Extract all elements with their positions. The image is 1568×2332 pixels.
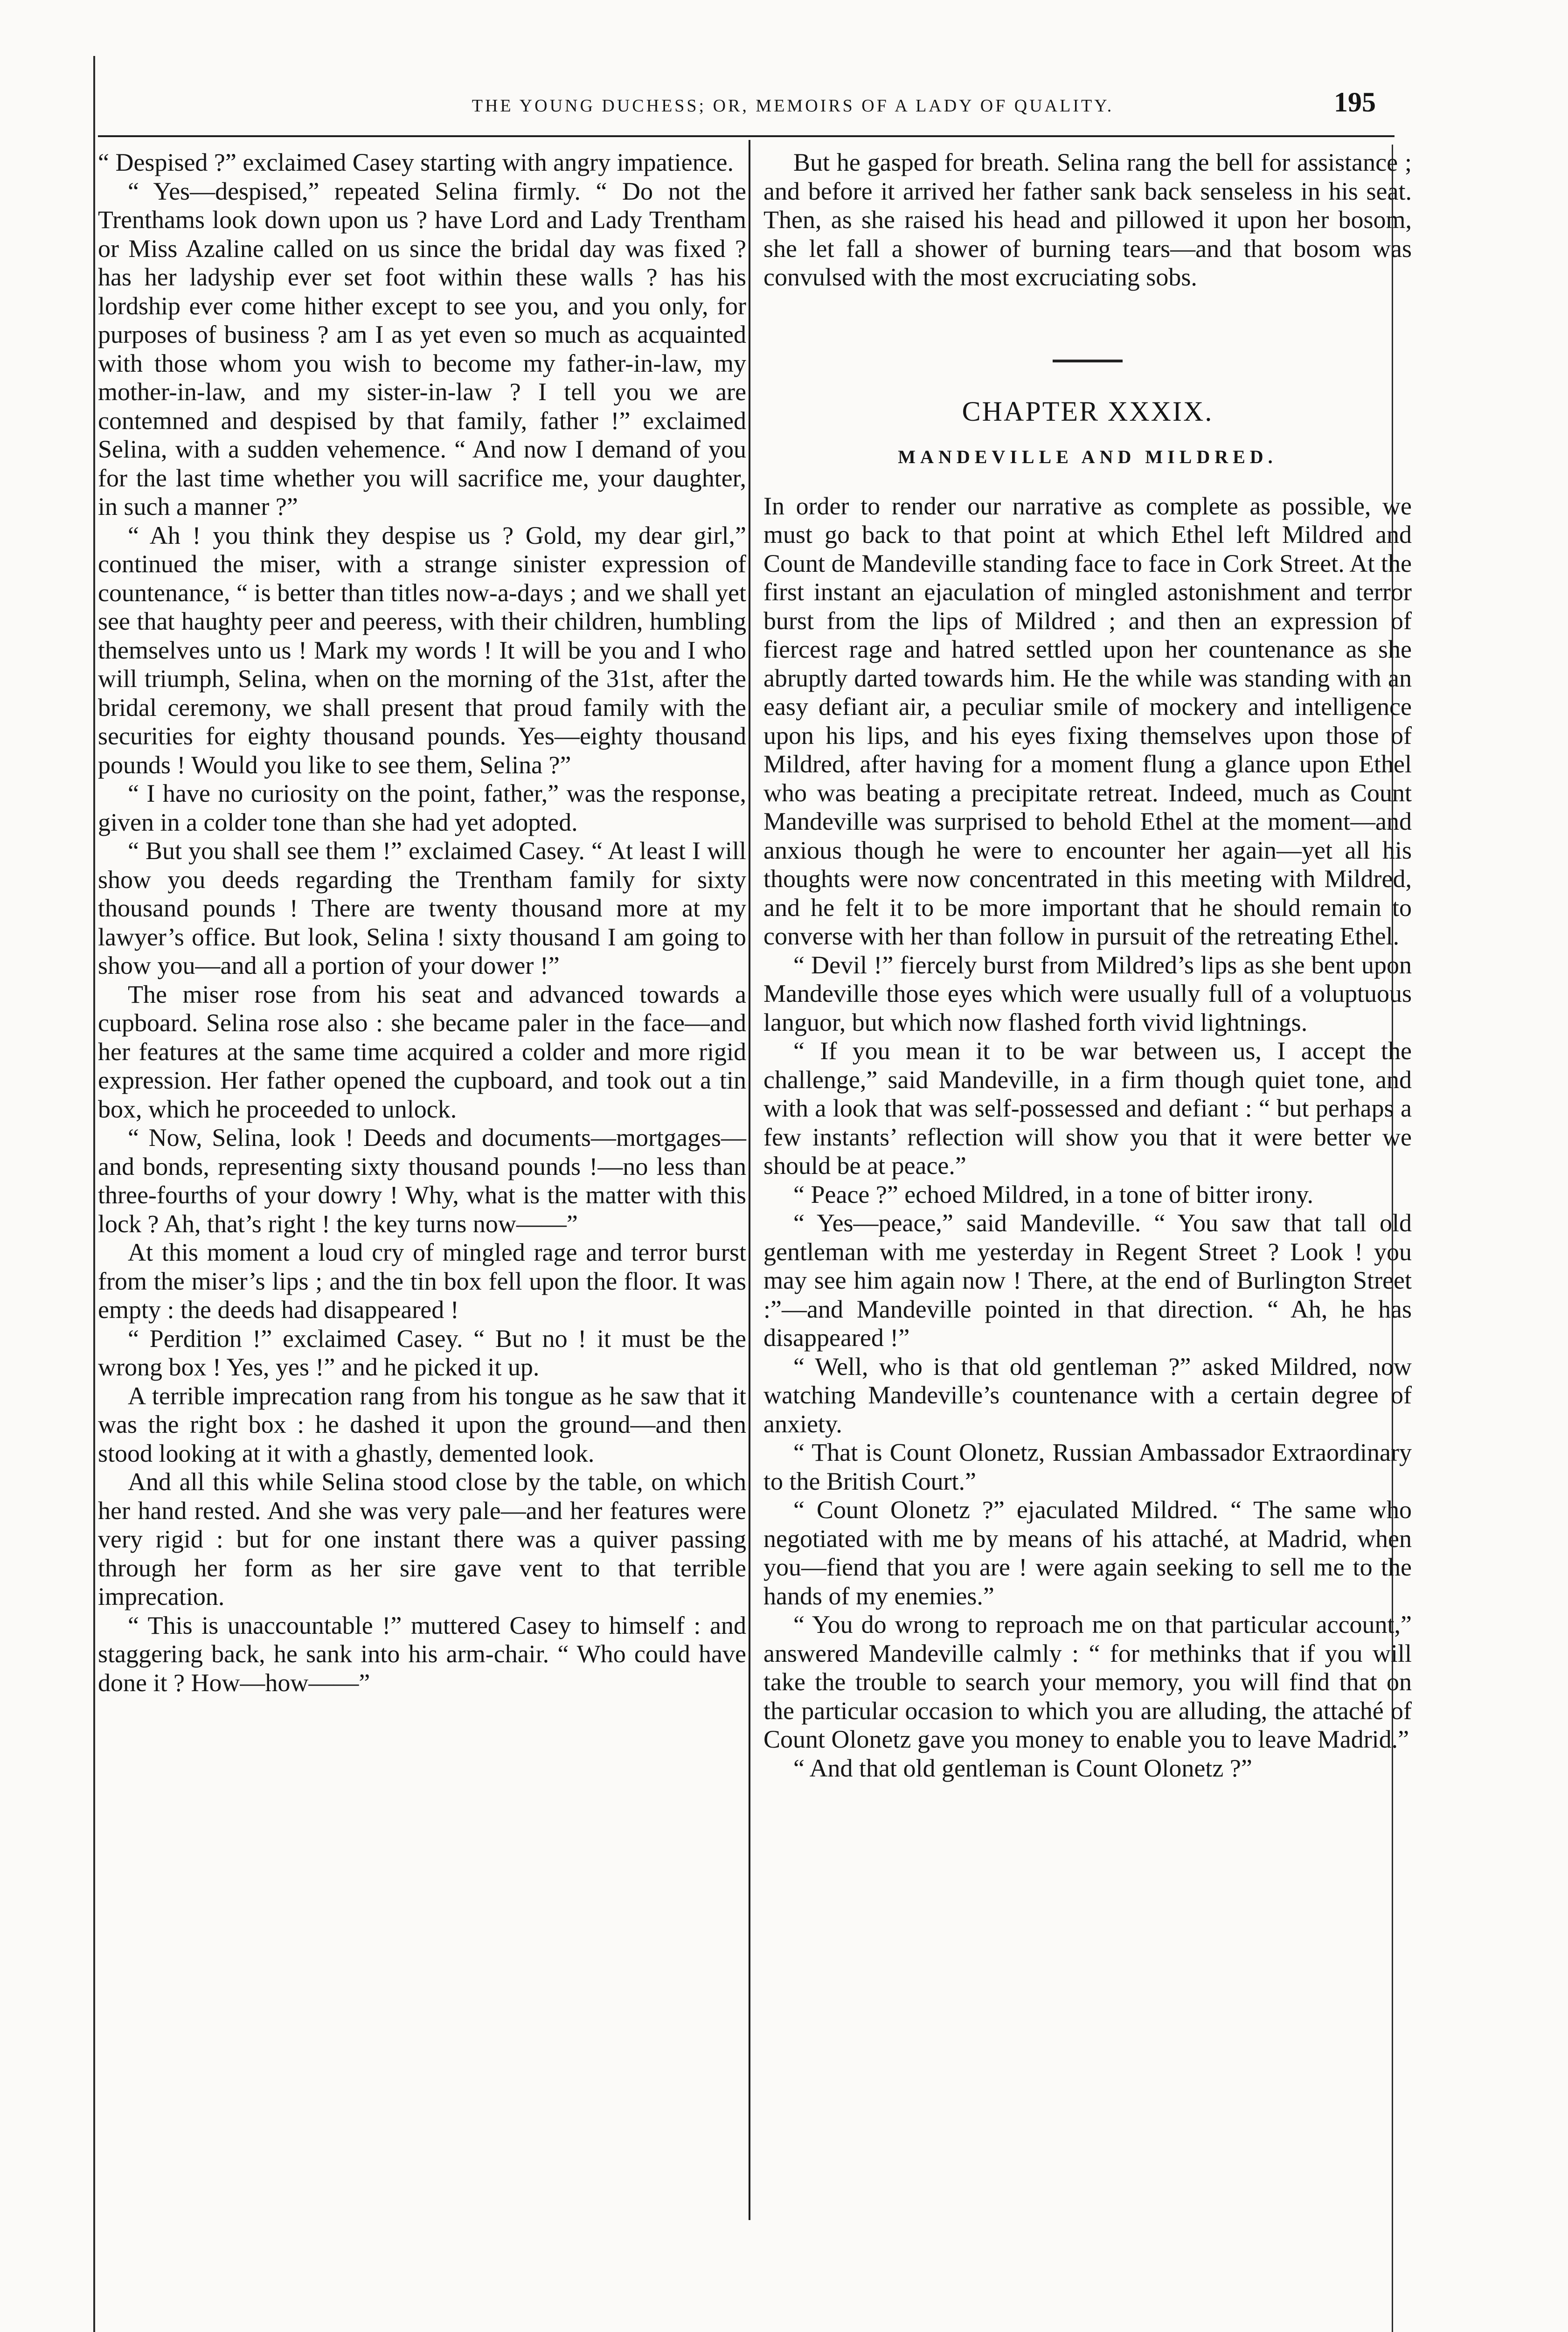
paragraph: “ But you shall see them !” exclaimed Casey. “ At least I will show you deeds regarding the Trentham family for sixty thousand pounds ! There are twenty thousand more at my lawyer’s office. But look, Selina ! sixty thousand I am going to show you—and all a portion of your dower !” (98, 837, 746, 979)
paragraph: “ Devil !” fiercely burst from Mildred’s lips as she bent upon Mandeville those eyes which were usually full of a voluptuous languor, but which now flashed forth vivid lightnings. (763, 951, 1412, 1036)
page-number: 195 (1334, 87, 1376, 118)
left-border-rule (93, 56, 95, 2332)
paragraph: “ If you mean it to be war between us, I accept the challenge,” said Mandeville, in a firm though quiet tone, and with a look that was self-possessed and defiant : “ but perhaps a few instants’ reflection will show you that it were better we should be at peace.” (763, 1037, 1412, 1180)
header-rule (98, 135, 1395, 137)
left-column (98, 148, 746, 1697)
paragraph: “ Well, who is that old gentleman ?” asked Mildred, now watching Mandeville’s countenance with a certain degree of anxiety. (763, 1352, 1412, 1438)
paragraph: “ That is Count Olonetz, Russian Ambassador Extraordinary to the British Court.” (763, 1438, 1412, 1495)
paragraph: “ Ah ! you think they despise us ? Gold, my dear girl,” continued the miser, with a strange sinister expression of countenance, “ is better than titles now-a-days ; and we shall yet see that haughty peer and peeress, with their children, humbling themselves unto us ! Mark my words ! It will be you and I who will triumph, Selina, when on the morning of the 31st, after the bridal ceremony, we shall present that proud family with the securities for eighty thousand pounds. Yes—eighty thousand pounds ! Would you like to see them, Selina ?” (98, 521, 746, 779)
running-title: THE YOUNG DUCHESS; OR, MEMOIRS OF A LADY OF QUALITY. (472, 96, 1114, 116)
paragraph: “ This is unaccountable !” muttered Casey to himself : and staggering back, he sank into his arm-chair. “ Who could have done it ? How—how——” (98, 1611, 746, 1697)
paragraph: “ Yes—peace,” said Mandeville. “ You saw that tall old gentleman with me yesterday in Regent Street ? Look ! you may see him again now ! There, at the end of Burlington Street :”—and Mandeville pointed in that direction. “ Ah, he has disappeared !” (763, 1209, 1412, 1352)
paragraph: In order to render our narrative as complete as possible, we must go back to that point at which Ethel left Mildred and Count de Mandeville standing face to face in Cork Street. At the first instant an ejaculation of mingled astonishment and terror burst from the lips of Mildred ; and then an expression of fiercest rage and hatred settled upon her countenance as she abruptly darted towards him. He the while was standing with an easy defiant air, a peculiar smile of mockery and intelligence upon his lips, and his eyes fixing themselves upon those of Mildred, after having for a moment flung a glance upon Ethel who was beating a precipitate retreat. Indeed, much as Count Mandeville was surprised to behold Ethel at the moment—and anxious though he were to encounter her again—yet all his thoughts were now concentrated in this meeting with Mildred, and he felt it to be more important that he should remain to converse with her than follow in pursuit of the retreating Ethel. (763, 492, 1412, 950)
chapter-subtitle: MANDEVILLE AND MILDRED. (898, 446, 1277, 467)
column-divider (749, 140, 750, 2220)
paragraph: “ Now, Selina, look ! Deeds and documents—mortgages—and bonds, representing sixty thousand pounds !—no less than three-fourths of your dowry ! Why, what is the matter with this lock ? Ah, that’s right ! the key turns now——” (98, 1124, 746, 1238)
paragraph: A terrible imprecation rang from his tongue as he saw that it was the right box : he dashed it upon the ground—and then stood looking at it with a ghastly, demented look. (98, 1381, 746, 1467)
paragraph: “ You do wrong to reproach me on that particular account,” answered Mandeville calmly : “ for methinks that if you will take the trouble to search your memory, you will find that on the particular occasion to which you are alluding, the attaché of Count Olonetz gave you money to enable you to leave Madrid.” (763, 1610, 1412, 1753)
paragraph: “ I have no curiosity on the point, father,” was the response, given in a colder tone than she had yet adopted. (98, 779, 746, 836)
paragraph: “ Perdition !” exclaimed Casey. “ But no ! it must be the wrong box ! Yes, yes !” and he picked it up. (98, 1324, 746, 1381)
paragraph: “ Yes—despised,” repeated Selina firmly. “ Do not the Trenthams look down upon us ? have Lord and Lady Trentham or Miss Azaline called on us since the bridal day was fixed ? has her ladyship ever set foot within these walls ? has his lordship ever come hither except to see you, and you only, for purposes of business ? am I as yet even so much as acquainted with those whom you wish to become my father-in-law, my mother-in-law, and my sister-in-law ? I tell you we are contemned and despised by that family, father !” exclaimed Selina, with a sudden vehemence. “ And now I demand of you for the last time whether you will sacrifice me, your daughter, in such a manner ?” (98, 177, 746, 521)
paragraph: And all this while Selina stood close by the table, on which her hand rested. And she was very pale—and her features were very rigid : but for one instant there was a quiver passing through her form as her sire gave vent to that terrible imprecation. (98, 1468, 746, 1610)
right-column (763, 148, 1412, 1783)
page-header (98, 86, 1395, 133)
paragraph: “ Count Olonetz ?” ejaculated Mildred. “ The same who negotiated with me by means of his attaché, at Madrid, when you—fiend that you are ! were again seeking to sell me to the hands of my enemies.” (763, 1496, 1412, 1610)
paragraph: “ Peace ?” echoed Mildred, in a tone of bitter irony. (793, 1180, 1314, 1208)
paragraph: At this moment a loud cry of mingled rage and terror burst from the miser’s lips ; and the tin box fell upon the floor. It was empty : the deeds had disappeared ! (98, 1238, 746, 1324)
paragraph: But he gasped for breath. Selina rang the bell for assistance ; and before it arrived her father sank back senseless in his seat. Then, as she raised his head and pillowed it upon her bosom, she let fall a shower of burning tears—and that bosom was convulsed with the most excruciating sobs. (763, 148, 1412, 291)
paragraph: “ And that old gentleman is Count Olonetz ?” (793, 1754, 1252, 1782)
chapter-rule (1053, 360, 1123, 362)
paragraph: The miser rose from his seat and advanced towards a cupboard. Selina rose also : she became paler in the face—and her features at the same time acquired a colder and more rigid expression. Her father opened the cupboard, and took out a tin box, which he proceeded to unlock. (98, 980, 746, 1123)
chapter-title: CHAPTER XXXIX. (962, 396, 1214, 427)
paragraph: “ Despised ?” exclaimed Casey starting with angry impatience. (98, 148, 734, 176)
